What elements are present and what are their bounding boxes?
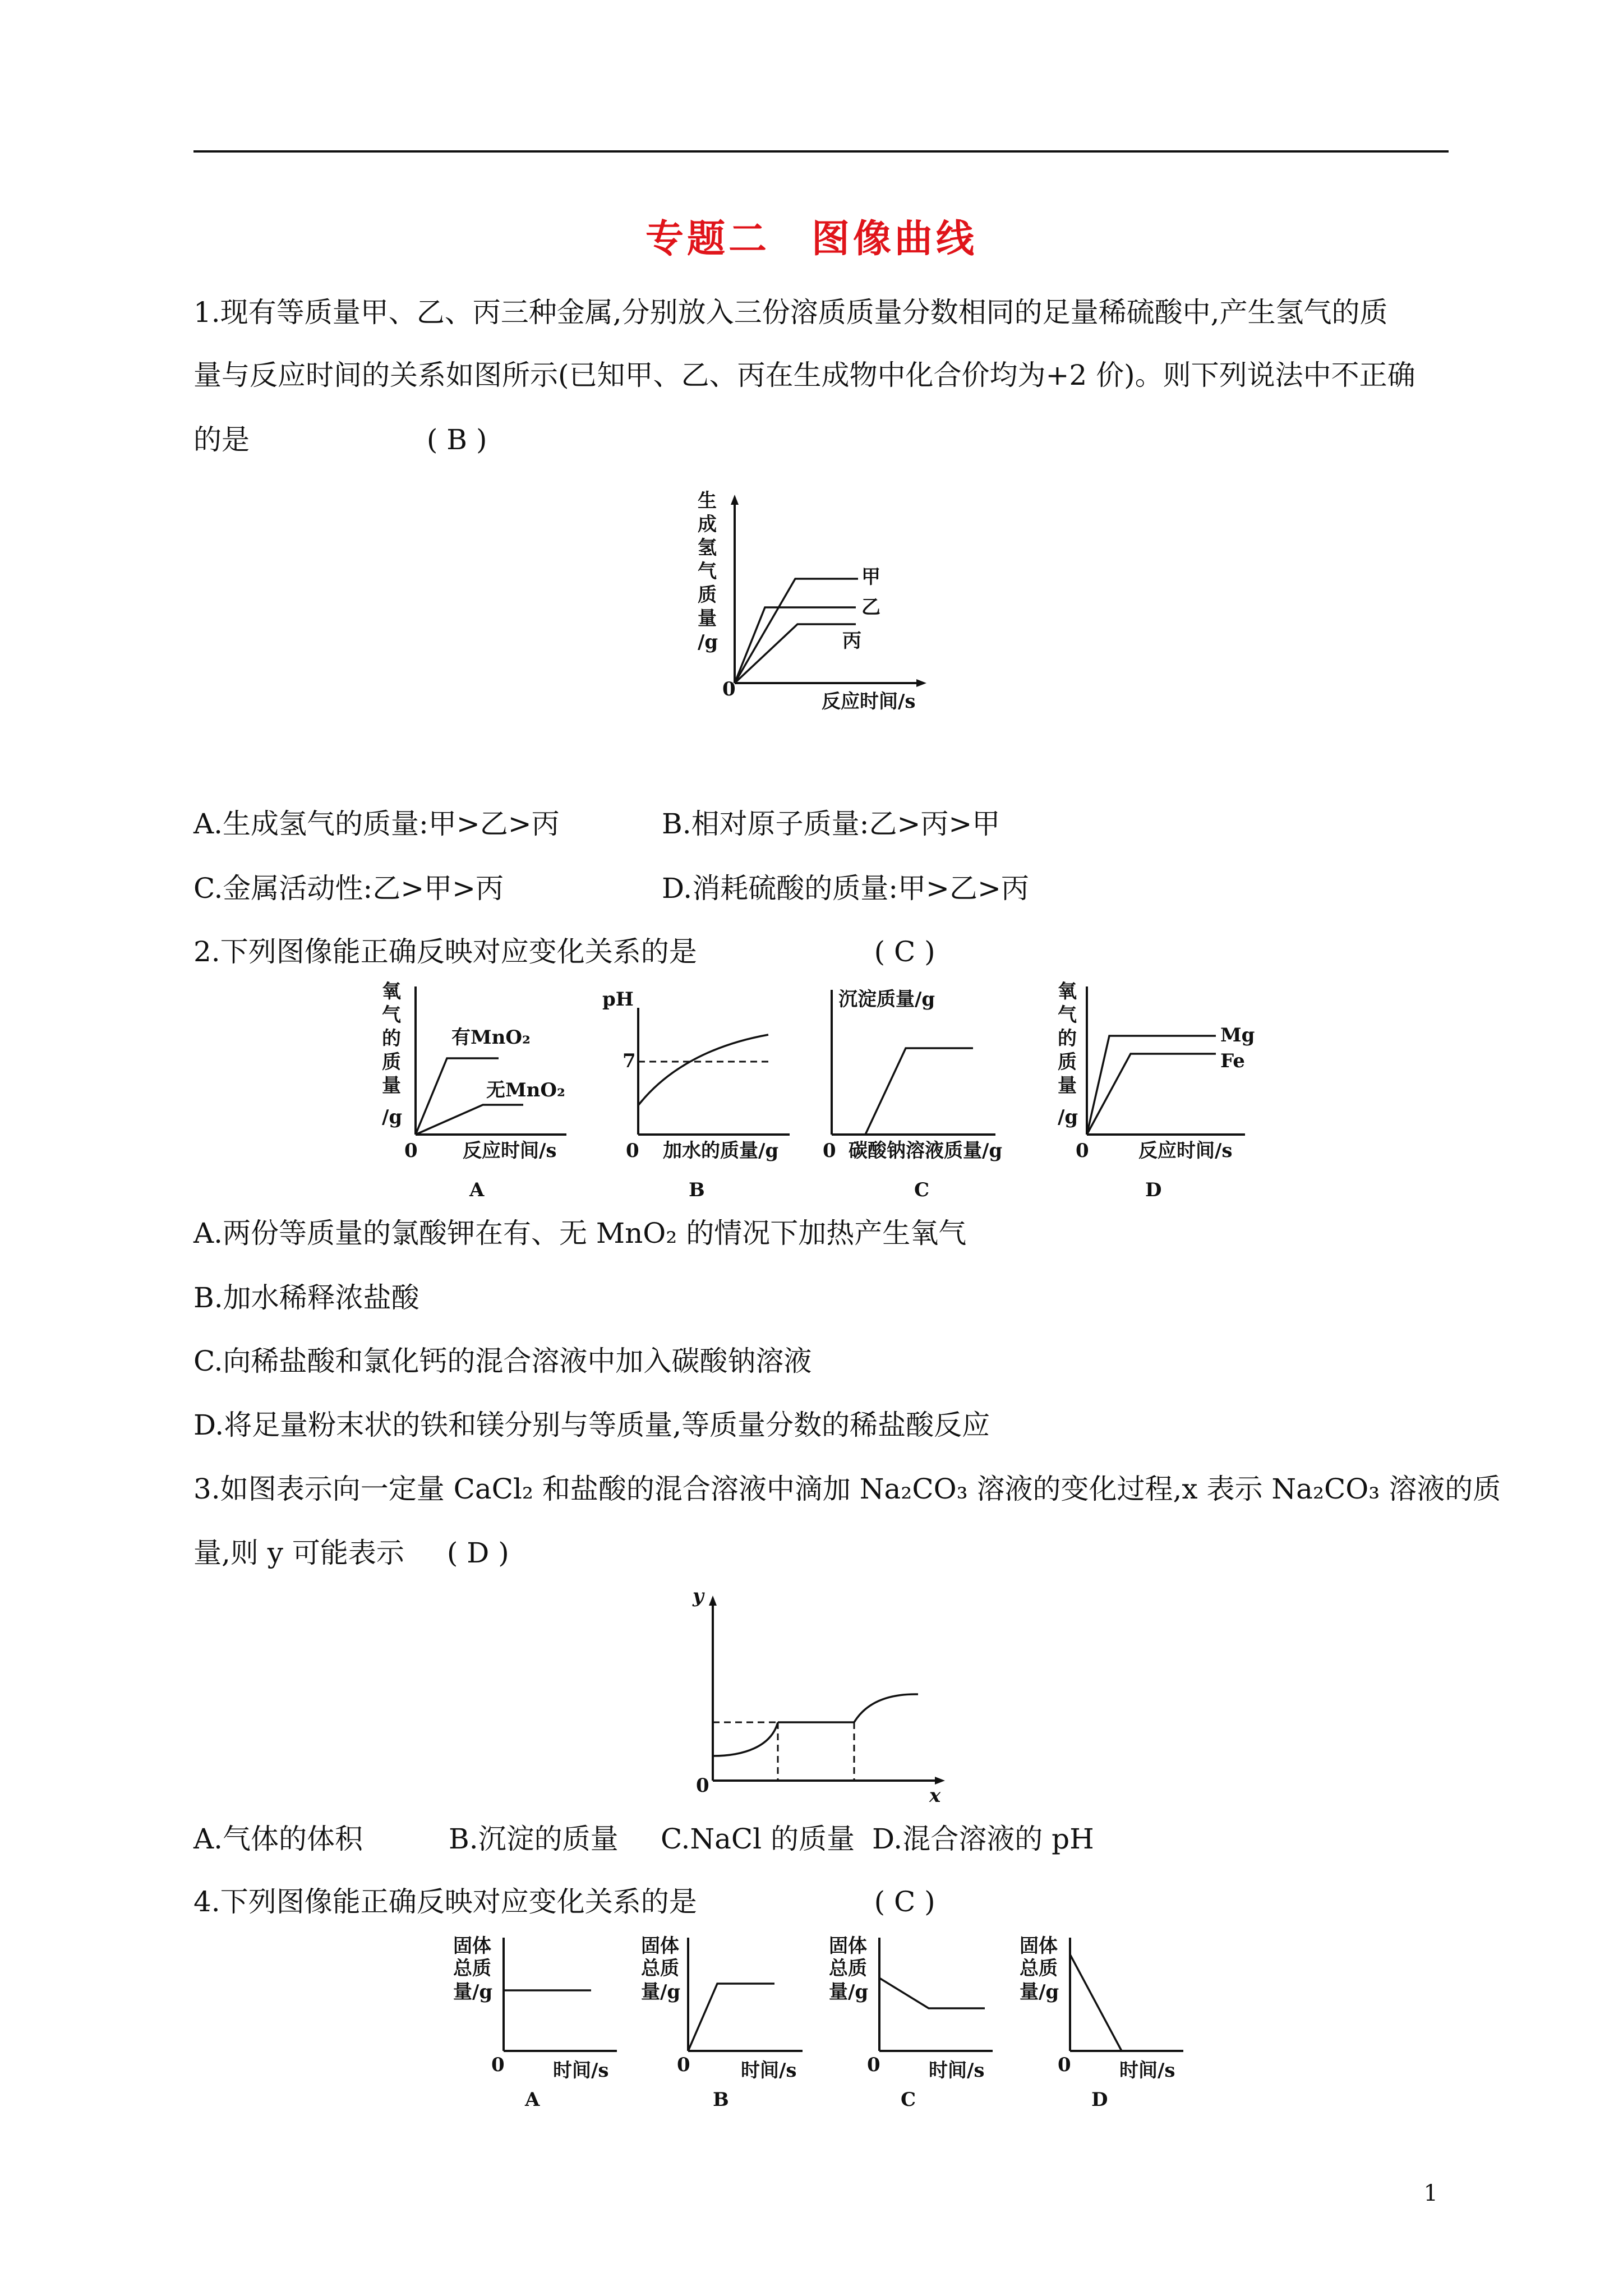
q2a-line-without-mno2 xyxy=(416,1105,523,1135)
q3-option-b: B.沉淀的质量 xyxy=(449,1823,619,1855)
q1-option-a: A.生成氢气的质量:甲>乙>丙 xyxy=(193,808,560,840)
q1-stem-line-3 xyxy=(193,423,1450,456)
q2-chart-b xyxy=(600,979,808,1214)
q1-stem-line-2: 量与反应时间的关系如图所示(已知甲、乙、丙在生成物中化合价均为+2 价)。则下列说法中不正确 xyxy=(193,359,1415,391)
q2d-series-label-fe: Fe xyxy=(1220,1050,1245,1072)
q2d-ylabel-char: 质 xyxy=(1058,1051,1077,1073)
q2d-line-mg xyxy=(1087,1036,1216,1135)
q1-ylabel-char: 气 xyxy=(698,560,717,583)
q1-series-label-yi: 乙 xyxy=(861,596,880,619)
q2-stem: 2.下列图像能正确反映对应变化关系的是 xyxy=(193,935,697,968)
q1-stem-end: 的是 xyxy=(193,423,250,456)
q2b-y-axis-label: pH xyxy=(602,988,634,1011)
q4d-caption: D xyxy=(1091,2088,1108,2111)
q4a-caption: A xyxy=(525,2088,540,2111)
q1-option-b: B.相对原子质量:乙>丙>甲 xyxy=(662,808,1000,840)
q2d-ylabel-char: 氧 xyxy=(1058,980,1077,1003)
q2a-ylabel-char: 气 xyxy=(382,1004,401,1026)
q1-answer: ( B ) xyxy=(426,423,487,456)
q2b-tick-7: 7 xyxy=(623,1050,636,1072)
q2b-caption: B xyxy=(689,1179,705,1201)
q1-series-label-bing: 丙 xyxy=(842,630,861,652)
q1-series-line-jia xyxy=(735,579,858,683)
header-rule xyxy=(193,150,1449,153)
q4-chart-c xyxy=(824,1932,1004,2111)
q2-chart-c xyxy=(822,979,1035,1214)
q4b-curve xyxy=(688,1984,774,2051)
q4a-ylabel-line: 总质 xyxy=(453,1957,491,1980)
q4-chart-b xyxy=(637,1932,816,2111)
q2-option-d: D.将足量粉末状的铁和镁分别与等质量,等质量分数的稀盐酸反应 xyxy=(193,1409,990,1441)
q2-option-a: A.两份等质量的氯酸钾在有、无 MnO₂ 的情况下加热产生氧气 xyxy=(193,1217,967,1250)
q2c-caption: C xyxy=(914,1179,930,1201)
q3-option-d: D.混合溶液的 pH xyxy=(872,1823,1094,1855)
q2c-origin: 0 xyxy=(823,1140,836,1162)
q2-option-b: B.加水稀释浓盐酸 xyxy=(193,1281,419,1314)
q4c-x-axis-label: 时间/s xyxy=(929,2059,985,2082)
q4a-x-axis-label: 时间/s xyxy=(553,2059,609,2082)
q4c-origin: 0 xyxy=(867,2054,880,2076)
q4c-ylabel-line: 固体 xyxy=(829,1935,867,1957)
q3-stem-line-1: 3.如图表示向一定量 CaCl₂ 和盐酸的混合溶液中滴加 Na₂CO₃ 溶液的变化过程,x 表示 Na₂CO₃ 溶液的质 xyxy=(193,1473,1501,1505)
q2b-x-axis-label: 加水的质量/g xyxy=(663,1140,779,1162)
q2c-x-axis-label: 碳酸钠溶液质量/g xyxy=(849,1140,1003,1162)
q4-chart-d xyxy=(1015,1932,1195,2111)
q1-ylabel-char: 成 xyxy=(698,513,717,536)
q2d-x-axis-label: 反应时间/s xyxy=(1138,1140,1233,1162)
q2c-y-axis-label: 沉淀质量/g xyxy=(838,988,935,1011)
q4-stem: 4.下列图像能正确反映对应变化关系的是 xyxy=(193,1885,697,1918)
q1-y-axis-label xyxy=(698,490,718,653)
page-title: 专题二 图像曲线 xyxy=(645,217,978,261)
q4c-ylabel-line: 总质 xyxy=(829,1957,867,1980)
q2a-ylabel-char: 质 xyxy=(382,1051,401,1073)
q1-origin: 0 xyxy=(722,678,736,700)
q4d-ylabel-line: 量/g xyxy=(1020,1981,1059,2003)
q4c-curve xyxy=(879,1978,985,2008)
q1-stem-line-1: 1.现有等质量甲、乙、丙三种金属,分别放入三份溶质质量分数相同的足量稀硫酸中,产生氢气的质 xyxy=(193,296,1388,329)
q1-option-d: D.消耗硫酸的质量:甲>乙>丙 xyxy=(662,872,1029,905)
q2a-x-axis-label: 反应时间/s xyxy=(463,1140,557,1162)
q4-answer: ( C ) xyxy=(874,1885,935,1918)
q1-option-c: C.金属活动性:乙>甲>丙 xyxy=(193,872,504,905)
q2d-line-fe xyxy=(1087,1054,1216,1135)
q4c-caption: C xyxy=(901,2088,916,2111)
q4b-ylabel-line: 固体 xyxy=(641,1935,679,1957)
q4a-ylabel-line: 固体 xyxy=(453,1935,491,1957)
q3-option-a: A.气体的体积 xyxy=(193,1823,363,1855)
q2d-ylabel-char: 气 xyxy=(1058,1004,1077,1026)
q4b-caption: B xyxy=(713,2088,729,2111)
q1-x-arrow xyxy=(916,679,926,687)
q2a-ylabel-char: 氧 xyxy=(382,980,401,1003)
q2d-ylabel-char: /g xyxy=(1058,1106,1078,1128)
q4b-ylabel-line: 总质 xyxy=(641,1957,679,1980)
q4a-ylabel-line: 量/g xyxy=(453,1981,493,2003)
q2b-curve xyxy=(638,1035,768,1105)
q3-chart xyxy=(676,1579,967,1814)
q2-option-c: C.向稀盐酸和氯化钙的混合溶液中加入碳酸钠溶液 xyxy=(193,1345,812,1377)
q1-ylabel-char: /g xyxy=(698,631,718,653)
q2c-curve xyxy=(832,1048,973,1135)
q3-origin: 0 xyxy=(696,1774,709,1797)
q2a-series-label-with: 有MnO₂ xyxy=(451,1026,531,1049)
q2b-origin: 0 xyxy=(626,1140,639,1162)
q4b-x-axis-label: 时间/s xyxy=(741,2059,797,2082)
q4d-curve xyxy=(1070,1954,1122,2051)
q2-chart-a xyxy=(379,979,586,1214)
q3-curve-rise xyxy=(713,1722,778,1756)
q4c-ylabel-line: 量/g xyxy=(829,1981,869,2003)
q2-stem-line xyxy=(193,935,1450,968)
q4d-ylabel-line: 总质 xyxy=(1020,1957,1058,1980)
q2-answer: ( C ) xyxy=(874,935,935,968)
q2-chart-d xyxy=(1054,979,1267,1214)
q1-series-label-jia: 甲 xyxy=(861,566,880,588)
q1-ylabel-char: 氢 xyxy=(698,537,717,559)
q4a-origin: 0 xyxy=(491,2054,505,2076)
q1-ylabel-char: 生 xyxy=(698,490,717,512)
q3-stem-end: 量,则 y 可能表示 xyxy=(193,1537,404,1569)
q3-x-arrow xyxy=(935,1777,945,1785)
q4d-x-axis-label: 时间/s xyxy=(1119,2059,1175,2082)
q4b-origin: 0 xyxy=(677,2054,690,2076)
q3-option-c: C.NaCl 的质量 xyxy=(661,1823,855,1855)
q3-x-axis-label: x xyxy=(929,1785,941,1807)
q2a-ylabel-char: 的 xyxy=(382,1027,401,1050)
q3-curve-final xyxy=(854,1694,918,1722)
q3-answer: ( D ) xyxy=(446,1537,509,1569)
q2a-caption: A xyxy=(469,1179,485,1201)
page-number: 1 xyxy=(1423,2180,1438,2206)
q2d-ylabel-char: 的 xyxy=(1058,1027,1077,1050)
q4-stem-line xyxy=(193,1885,1450,1918)
q4-chart-a xyxy=(449,1932,628,2111)
q4b-ylabel-line: 量/g xyxy=(641,1981,681,2003)
q1-y-arrow xyxy=(731,495,739,505)
q1-ylabel-char: 量 xyxy=(698,607,717,630)
q2d-caption: D xyxy=(1145,1179,1162,1201)
q1-ylabel-char: 质 xyxy=(698,584,717,606)
q3-y-axis-label: y xyxy=(693,1585,704,1607)
q2d-ylabel-char: 量 xyxy=(1058,1075,1077,1097)
q2a-ylabel-char: /g xyxy=(382,1106,403,1128)
q2d-series-label-mg: Mg xyxy=(1220,1024,1255,1046)
q1-chart xyxy=(695,488,953,723)
q1-x-axis-label: 反应时间/s xyxy=(822,690,916,713)
q4d-origin: 0 xyxy=(1058,2054,1071,2076)
q1-series-line-yi xyxy=(735,607,856,683)
q2d-origin: 0 xyxy=(1076,1140,1089,1162)
q2a-series-label-without: 无MnO₂ xyxy=(486,1079,565,1101)
q2a-ylabel-char: 量 xyxy=(382,1075,401,1097)
q3-stem-line-2 xyxy=(193,1537,1450,1569)
q4d-ylabel-line: 固体 xyxy=(1020,1935,1058,1957)
q3-y-arrow xyxy=(709,1596,717,1606)
q2a-origin: 0 xyxy=(404,1140,418,1162)
